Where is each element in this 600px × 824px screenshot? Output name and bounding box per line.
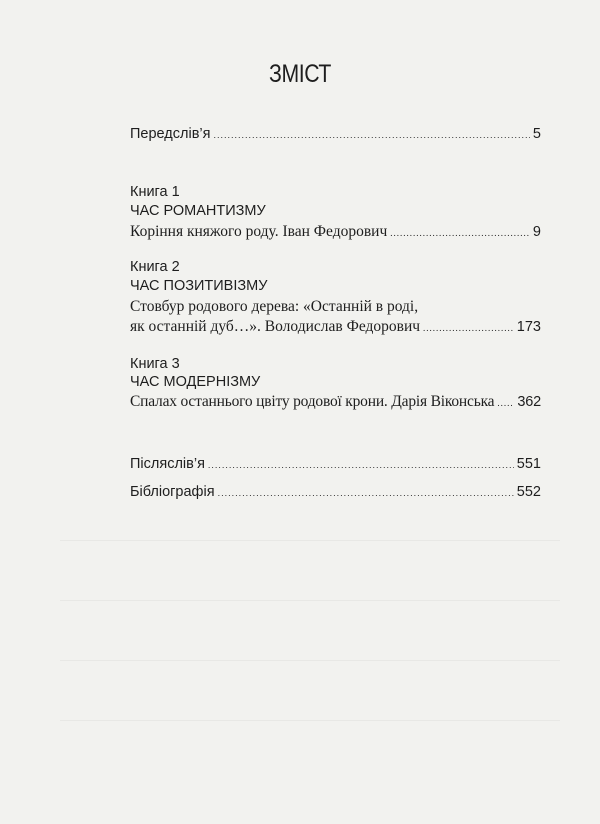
toc-entry-book-2[interactable] — [130, 317, 541, 338]
book-label: Книга 1 — [130, 184, 180, 200]
entry-label: Передслів’я — [130, 126, 211, 142]
toc-entry-preface[interactable] — [130, 125, 541, 145]
dot-leader — [218, 484, 514, 503]
book-era: ЧАС МОДЕРНІЗМУ — [130, 374, 261, 390]
dot-leader — [213, 126, 529, 145]
entry-label: як останній дуб…». Володислав Федорович — [130, 318, 421, 335]
entry-label: Бібліографія — [130, 484, 215, 500]
entry-page: 173 — [516, 319, 541, 335]
toc-entry-bibliography[interactable] — [130, 483, 541, 503]
toc-entry-afterword[interactable] — [130, 455, 541, 475]
dot-leader — [423, 319, 514, 338]
entry-label: Коріння княжого роду. Іван Федорович — [130, 223, 388, 240]
entry-label: Післяслів’я — [130, 456, 205, 472]
dot-leader — [390, 224, 530, 243]
entry-page: 551 — [516, 456, 541, 472]
entry-page: 552 — [516, 484, 541, 500]
entry-page: 9 — [532, 224, 541, 240]
book-label: Книга 2 — [130, 259, 180, 275]
toc-entry-book-1[interactable] — [130, 222, 541, 243]
entry-label-line: Стовбур родового дерева: «Останній в роді, — [130, 298, 419, 315]
entry-label: Спалах останнього цвіту родової крони. Дарія Віконська — [130, 393, 495, 410]
toc-entry-book-3[interactable] — [130, 392, 541, 413]
dot-leader — [497, 394, 514, 413]
book-era: ЧАС РОМАНТИЗМУ — [130, 203, 266, 219]
dot-leader — [208, 456, 514, 475]
book-label: Книга 3 — [130, 356, 180, 372]
page-title: ЗМІСТ — [269, 60, 331, 88]
entry-page: 5 — [532, 126, 541, 142]
entry-page: 362 — [517, 394, 541, 410]
book-era: ЧАС ПОЗИТИВІЗМУ — [130, 278, 268, 294]
